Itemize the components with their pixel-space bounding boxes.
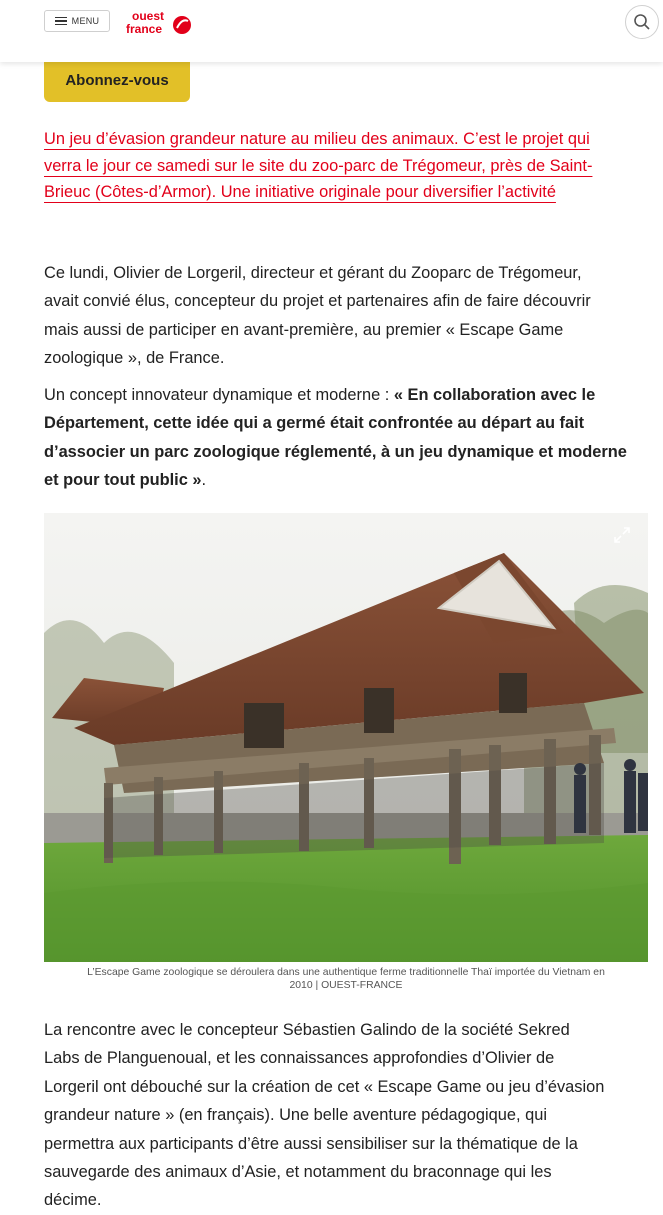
p2-end: .: [201, 471, 207, 490]
lead-line-2[interactable]: verra le jour ce samedi sur le site du zoo-parc de Trégomeur, près de Saint-: [44, 156, 593, 175]
lead-line-1[interactable]: Un jeu d’évasion grandeur nature au milieu des animaux. C’est le projet qui: [44, 130, 590, 148]
p2-quote: « En collaboration avec le Département, cette idée qui a germé était confrontée au départ au fait d’associer un parc zoologique réglementé, à un jeu dynamique et moderne et pour tout public »: [44, 386, 627, 490]
article-photo[interactable]: [44, 513, 648, 962]
article-lead[interactable]: [44, 126, 636, 206]
search-button[interactable]: [625, 5, 659, 39]
p3-line-5: permettra aux participants d’être aussi sensibiliser sur la thématique de la: [44, 1134, 578, 1153]
p3-line-4: grandeur nature » (en français). Une belle aventure pédagogique, qui: [44, 1106, 547, 1125]
p1-line-2: avait convié élus, concepteur du projet et partenaires afin de faire découvrir: [44, 292, 591, 311]
p3-line-1: La rencontre avec le concepteur Sébastien Galindo de la société Sekred: [44, 1021, 570, 1039]
p2-intro: Un concept innovateur dynamique et moderne :: [44, 386, 394, 404]
ouest-france-logo[interactable]: [124, 9, 194, 39]
subscribe-button[interactable]: Abonnez-vous: [44, 59, 190, 102]
top-bar: [0, 0, 663, 62]
caption-line-2: 2010 | OUEST-FRANCE: [289, 980, 403, 991]
paragraph-2: [44, 381, 636, 495]
logo-text-france: france: [126, 22, 163, 36]
expand-icon[interactable]: [612, 525, 632, 545]
p3-line-3: Lorgeril ont débouché sur la création de cet « Escape Game ou jeu d’évasion: [44, 1077, 605, 1096]
p1-line-3: mais aussi de participer en avant-première, au premier « Escape Game: [44, 320, 564, 339]
hamburger-icon: [55, 17, 67, 26]
menu-label: MENU: [71, 16, 100, 26]
p3-line-2: Labs de Planguenoual, et les connaissances approfondies d’Olivier de: [44, 1049, 555, 1068]
p1-line-4: zoologique », de France.: [44, 349, 225, 368]
lead-line-3[interactable]: Brieuc (Côtes-d’Armor). Une initiative originale pour diversifier l’activité: [44, 183, 556, 201]
paragraph-1: [44, 259, 644, 373]
p1-line-1: Ce lundi, Olivier de Lorgeril, directeur et gérant du Zooparc de Trégomeur,: [44, 264, 582, 282]
paragraph-3: [44, 1016, 644, 1215]
logo-text-ouest: ouest: [132, 9, 165, 23]
search-icon: [633, 13, 651, 31]
caption-line-1: L’Escape Game zoologique se déroulera dans une authentique ferme traditionnelle Thaï importée du Vietnam en: [87, 967, 605, 978]
menu-button[interactable]: [44, 10, 110, 32]
photo-caption: [44, 966, 648, 992]
p3-line-6: sauvegarde des animaux d’Asie, et notamment du braconnage qui les: [44, 1163, 552, 1182]
farmhouse-photo: [44, 513, 648, 962]
p3-line-7: décime.: [44, 1191, 102, 1210]
